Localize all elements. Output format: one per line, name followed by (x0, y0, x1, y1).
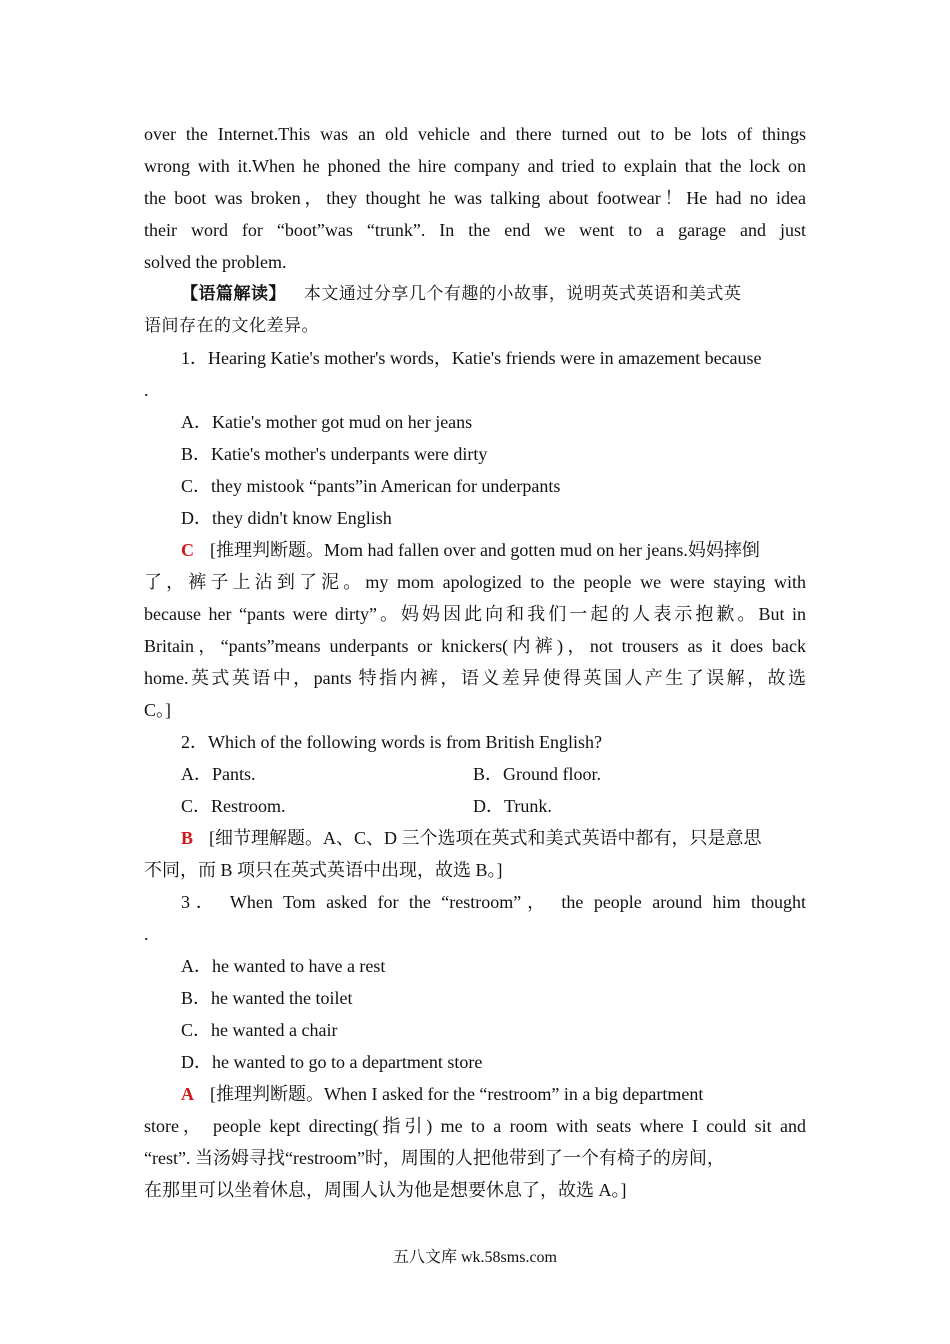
passage-line: over the Internet.This was an old vehicle and there turned out to be lots of things (144, 124, 806, 144)
summary-label: 【语篇解读】 (181, 284, 286, 304)
question-1-blank: . (144, 380, 149, 400)
explanation-text: [细节理解题。A、C、D 三个选项在英式和美式英语中都有，只是意思 (209, 828, 762, 848)
passage-line: the boot was broken，they thought he was talking about footwear！He had no idea (144, 188, 806, 208)
question-3-option: C．he wanted a chair (181, 1020, 338, 1040)
question-2-option: B．Ground floor. (473, 764, 601, 784)
explanation-line: because her “pants were dirty”。妈妈因此向和我们一起的人表示抱歉。But in (144, 604, 806, 624)
document-page (144, 118, 806, 1206)
question-3-option: A．he wanted to have a rest (181, 956, 386, 976)
question-1-option: C．they mistook “pants”in American for underpants (181, 476, 561, 496)
question-1-answer: C (181, 540, 194, 560)
question-1-option: D．they didn't know English (181, 508, 392, 528)
question-3-option: B．he wanted the toilet (181, 988, 353, 1008)
question-1-explanation (144, 534, 806, 566)
question-2-answer: B (181, 828, 194, 848)
question-2-options-row (144, 758, 806, 790)
explanation-text: [推理判断题。When I asked for the “restroom” in a big department (210, 1084, 704, 1104)
explanation-line: store， people kept directing(指引) me to a room with seats where I could sit and (144, 1116, 806, 1136)
explanation-line: 了，裤子上沾到了泥。my mom apologized to the people we were staying with (144, 572, 806, 592)
page-footer: 五八文库 wk.58sms.com (392, 1249, 557, 1266)
question-3-stem: 3． When Tom asked for the “restroom”， the people around him thought (181, 892, 806, 912)
summary-line: 语间存在的文化差异。 (144, 316, 319, 336)
question-1-option: B．Katie's mother's underpants were dirty (181, 444, 488, 464)
question-1-stem: 1．Hearing Katie's mother's words，Katie's friends were in amazement because (181, 348, 762, 368)
question-3-blank: . (144, 924, 149, 944)
question-1-option: A．Katie's mother got mud on her jeans (181, 412, 473, 432)
summary-text: 本文通过分享几个有趣的小故事，说明英式英语和美式英 (303, 284, 742, 304)
explanation-text: [推理判断题。Mom had fallen over and gotten mud on her jeans.妈妈摔倒 (210, 540, 760, 560)
passage-line: wrong with it.When he phoned the hire company and tried to explain that the lock on (144, 156, 806, 176)
question-2-option: D．Trunk. (473, 796, 552, 816)
question-2-option: C．Restroom. (181, 796, 286, 816)
question-3-option: D．he wanted to go to a department store (181, 1052, 483, 1072)
question-2-options-row (144, 790, 806, 822)
question-2-option: A．Pants. (181, 764, 256, 784)
explanation-line: 在那里可以坐着休息，周围人认为他是想要休息了，故选 A。] (144, 1180, 627, 1200)
explanation-line: Britain，“pants”means underpants or knickers(内裤)，not trousers as it does back (144, 636, 806, 656)
explanation-line: “rest”. 当汤姆寻找“restroom”时，周围的人把他带到了一个有椅子的房间， (144, 1148, 725, 1168)
question-3-explanation (144, 1078, 806, 1110)
explanation-line: 不同，而 B 项只在英式英语中出现，故选 B。] (144, 860, 503, 880)
question-2-explanation (144, 822, 806, 854)
explanation-line: home.英式英语中，pants 特指内裤，语义差异使得英国人产生了误解，故选 (144, 668, 806, 688)
passage-line: their word for “boot”was “trunk”. In the end we went to a garage and just (144, 220, 806, 240)
summary-line (144, 278, 806, 310)
passage-line: solved the problem. (144, 252, 287, 272)
question-2-stem: 2．Which of the following words is from British English? (181, 732, 602, 752)
explanation-line: C。] (144, 700, 171, 720)
question-3-answer: A (181, 1084, 194, 1104)
